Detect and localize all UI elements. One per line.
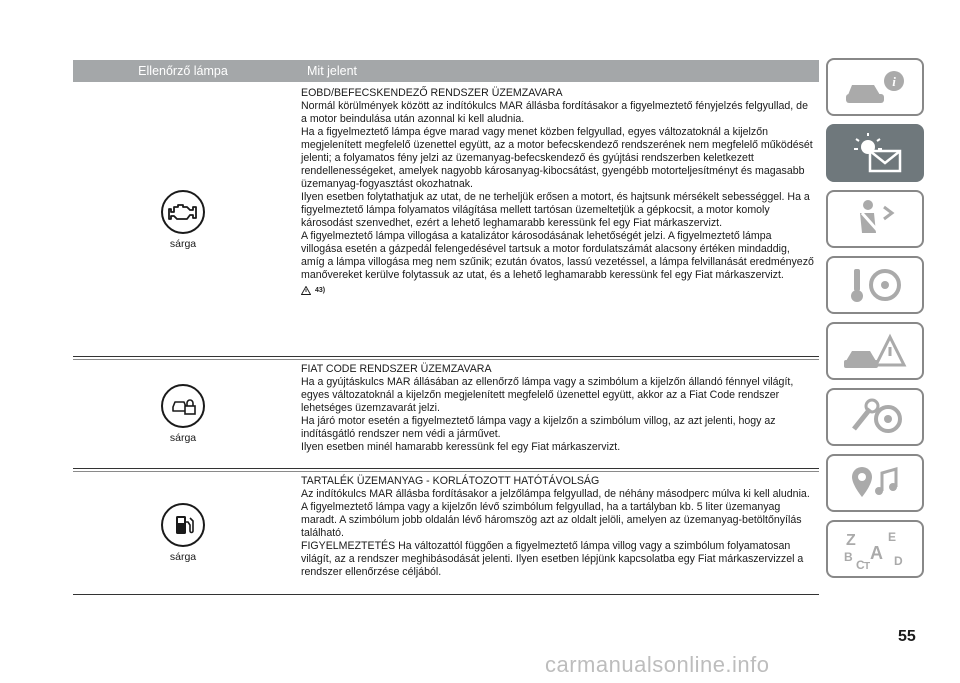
tab-starting-driving[interactable] (826, 256, 924, 314)
table-row (73, 359, 819, 469)
tab-maintenance[interactable] (826, 388, 924, 446)
chapter-tabs (826, 58, 924, 586)
paragraph: FIGYELMEZTETÉS Ha változattól függően a figyelmeztető lámpa villog vagy a szimbólum folyamatosan világít, az a rendszer meghibásodását jelenti. Ilyen esetben lépjünk kapcsolatba egy Fiat márkaszervizzel a rendszer ellenőrzése céljából. (301, 540, 804, 578)
color-label: sárga (169, 238, 197, 250)
paragraph: Ha a gyújtáskulcs MAR állásában az ellenőrző lámpa vagy a szimbólum a kijelzőn állandó fénnyel világít, egyes változatoknál a kijelzőn megjelenített megfelelő üzenettel együtt, akkor az a Fiat Code rendszer lehetséges üzemzavarát jelzi. (301, 376, 794, 414)
fuel-pump-icon (161, 503, 205, 547)
car-info-icon (840, 65, 910, 109)
icon-cell (73, 472, 293, 594)
paragraph: Ilyen esetben folytathatjuk az utat, de ne terheljük erősen a motort, és hajtsunk mérsékelt sebességgel. Ha a figyelmeztető lámpa folyamatos világítása mellett tartósan üzemeltetjük a gépkocsit, a motor komoly károsodást szenvedhet, ezért a lehető leghamarabb keressünk fel egy Fiat márkaszervizt. (301, 191, 810, 229)
alphabetical-index-icon (840, 527, 910, 571)
immobilizer-icon (161, 384, 205, 428)
table-header (73, 60, 819, 82)
engine-check-icon (161, 190, 205, 234)
svg-text:Z: Z (846, 532, 856, 549)
color-label: sárga (169, 551, 197, 563)
paragraph: Ha a figyelmeztető lámpa égve marad vagy menet közben felgyullad, egyes változatoknál a kijelzőn megjelenített megfelelő üzenettel együtt, az a motor befecskendező rendszerének nem megfelelő működését jelenti; a folyamatos fény jelzi az üzemanyag-befecskendező és gyújtási rendszerben keletkezett rendellenességeket, amelyek nagyobb károsanyag-kibocsátást, gyengébb motorteljesítményt és magasabb üzemanyag-fogyasztást okozhatnak. (301, 126, 813, 190)
paragraph: A figyelmeztető lámpa villogása a katalizátor károsodásának lehetőségét jelzi. A figyelmeztető lámpa villogása esetén a gázpedál felengedésével tartsuk a motor fordulatszámát alacsony értéken mindaddig, amíg a lámpa villogása meg nem szűnik; ezután óvatos, lassú vezetéssel, a lámpa felvillanását eredményező manővereket kerülve folytassuk az utat, és a lehető leghamarabb keressünk fel egy Fiat márkaszervizt. (301, 230, 814, 281)
paragraph: Ha járó motor esetén a figyelmeztető lámpa vagy a kijelzőn a szimbólum villog, az azt jelenti, hogy az indításgátló rendszer nem védi a járművet. (301, 415, 776, 440)
navigation-music-icon (840, 461, 910, 505)
page-number: 55 (898, 628, 916, 645)
wrench-tire-icon (840, 395, 910, 439)
svg-text:T: T (864, 561, 871, 571)
icon-cell (73, 360, 293, 468)
tab-index[interactable] (826, 520, 924, 578)
warning-reference-number: 43) (315, 287, 326, 294)
tab-warning-lights[interactable] (826, 124, 924, 182)
description-cell (293, 472, 819, 594)
table-row (73, 84, 819, 357)
icon-cell (73, 84, 293, 356)
svg-text:i: i (892, 74, 896, 89)
row-title: EOBD/BEFECSKENDEZŐ RENDSZER ÜZEMZAVARA (301, 87, 563, 99)
svg-text:C: C (856, 558, 865, 571)
svg-text:D: D (894, 554, 903, 568)
paragraph: Ilyen esetben minél hamarabb keressünk fel egy Fiat márkaszervizt. (301, 441, 621, 453)
color-label: sárga (169, 432, 197, 444)
header-warning-light: Ellenőrző lámpa (138, 64, 228, 78)
svg-text:E: E (888, 530, 897, 544)
table-row (73, 471, 819, 595)
warning-light-table (73, 60, 819, 595)
paragraph: Az indítókulcs MAR állásba fordításakor a jelzőlámpa felgyullad, de néhány másodperc múlva ki kell aludnia. A figyelmeztető lámpa vagy a kijelzőn lévő szimbólum felgyullad, ha a tartályban kb. 5 liter üzemanyag maradt. A szimbólum jobb oldalán lévő háromszög azt az oldalt jelöli, amelyen az üzemanyag-betöltőnyílás található. (301, 488, 810, 539)
description-cell (293, 84, 819, 356)
accident-warning-triangle-icon (840, 329, 910, 373)
warning-triangle-icon (301, 286, 311, 295)
row-title: FIAT CODE RENDSZER ÜZEMZAVARA (301, 363, 492, 375)
row-title: TARTALÉK ÜZEMANYAG - KORLÁTOZOTT HATÓTÁVOLSÁG (301, 475, 600, 487)
paragraph: Normál körülmények között az indítókulcs MAR állásba fordításakor a figyelmeztető fényjelzés felgyullad, de a motor beindulása után azonnal ki kell aludnia. (301, 100, 808, 125)
key-steering-wheel-icon (840, 263, 910, 307)
tab-emergency[interactable] (826, 322, 924, 380)
warning-reference (301, 284, 815, 297)
watermark: carmanualsonline.info (545, 652, 770, 677)
header-meaning: Mit jelent (307, 64, 358, 78)
svg-text:B: B (844, 550, 853, 564)
tab-safety[interactable] (826, 190, 924, 248)
svg-text:A: A (870, 543, 883, 563)
warning-light-message-icon (840, 131, 910, 175)
tab-car-info[interactable] (826, 58, 924, 116)
tab-multimedia[interactable] (826, 454, 924, 512)
description-cell (293, 360, 819, 468)
seat-belt-airbag-icon (840, 197, 910, 241)
